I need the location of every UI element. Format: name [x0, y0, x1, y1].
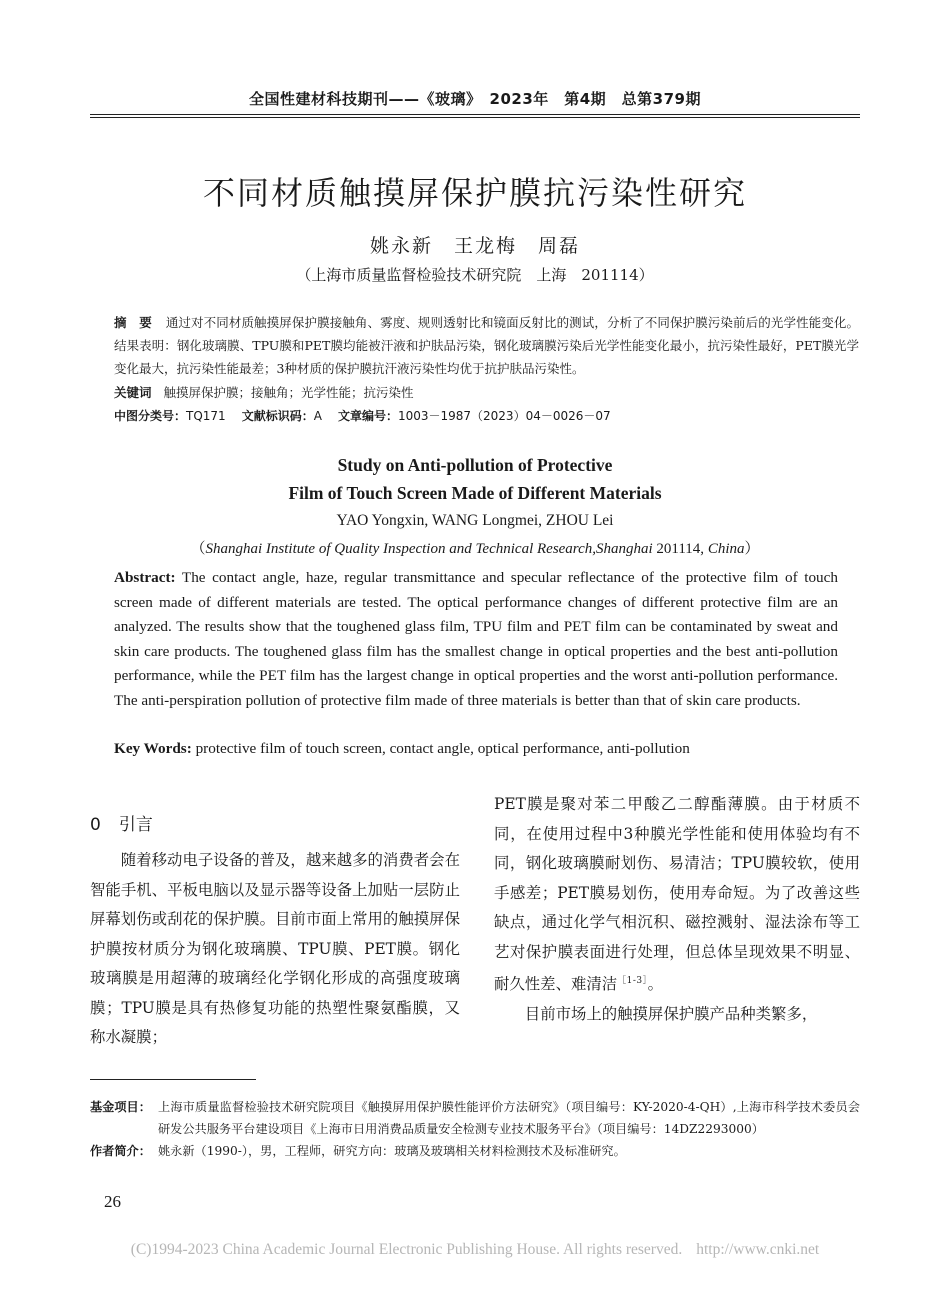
fund-text: 上海市质量监督检验技术研究院项目《触摸屏用保护膜性能评价方法研究》（项目编号：KY-2020-4-QH）,上海市科学技术委员会研发公共服务平台建设项目《上海市日用消费品质量安全检测专业技术服务平台》（项目编号：14DZ2293000）	[158, 1100, 860, 1136]
keywords-zh-label: 关键词	[114, 385, 152, 400]
doc-code-label: 文献标识码：	[241, 409, 314, 423]
copyright-watermark	[0, 1241, 950, 1259]
citation-ref: ［1-3］	[617, 976, 648, 986]
body-column-left	[90, 808, 460, 1053]
affiliation-zh: （上海市质量监督检验技术研究院 上海 201114）	[296, 266, 654, 284]
article-title-en	[90, 451, 860, 507]
footnote-fund	[90, 1096, 860, 1140]
intro-paragraph-1-continued	[494, 790, 860, 1000]
authors-en: YAO Yongxin, WANG Longmei, ZHOU Lei	[336, 512, 614, 529]
footnote-author	[90, 1140, 860, 1162]
author-bio-label: 作者简介：	[90, 1144, 151, 1158]
footnote-rule	[90, 1079, 256, 1080]
classification-line	[114, 405, 859, 428]
fund-label: 基金项目：	[90, 1100, 151, 1114]
abstract-en-label: Abstract:	[114, 569, 176, 586]
article-number-label: 文章编号：	[337, 409, 398, 423]
intro-paragraph-2: 目前市场上的触摸屏保护膜产品种类繁多，	[524, 1004, 818, 1023]
clc-label: 中图分类号：	[114, 409, 187, 423]
abstract-en	[114, 566, 838, 714]
intro-paragraph-1: 随着移动电子设备的普及，越来越多的消费者会在智能手机、平板电脑以及显示器等设备上加贴一层防止屏幕划伤或刮花的保护膜。目前市面上常用的触摸屏保护膜按材质分为钢化玻璃膜、TPU膜、PET膜。钢化玻璃膜是用超薄的玻璃经化学钢化形成的高强度玻璃膜；TPU膜是具有热修复功能的热塑性聚氨酯膜，又称水凝膜；	[90, 851, 460, 1046]
abstract-zh-label: 摘 要	[114, 315, 152, 330]
affiliation-en	[90, 538, 860, 560]
keywords-zh	[114, 381, 859, 404]
keywords-en	[114, 737, 859, 762]
author-bio-text: 姚永新（1990-），男，工程师，研究方向：玻璃及玻璃相关材料检测技术及标准研究。	[158, 1144, 626, 1158]
keywords-en-label: Key Words:	[114, 740, 192, 757]
copyright-url: http://www.cnki.net	[696, 1241, 820, 1258]
title-en-line1: Study on Anti-pollution of Protective	[337, 455, 613, 475]
title-en-line2: Film of Touch Screen Made of Different Materials	[288, 483, 662, 503]
page-number: 26	[104, 1192, 121, 1211]
section-title: 引言	[118, 815, 153, 835]
paren-open: （	[190, 541, 206, 557]
authors-zh: 姚永新 王龙梅 周磊	[369, 235, 580, 257]
doc-code-value: A	[313, 409, 322, 423]
header-rule	[90, 114, 860, 115]
header-rule-thin	[90, 117, 860, 118]
abstract-zh-text: 通过对不同材质触摸屏保护膜接触角、雾度、规则透射比和镜面反射比的测试，分析了不同保护膜污染前后的光学性能变化。结果表明：钢化玻璃膜、TPU膜和PET膜均能被汗液和护肤品污染，钢化玻璃膜污染后光学性能变化最小，抗污染性最好，PET膜光学变化最大，抗污染性能最差；3种材质的保护膜抗汗液污染性均优于抗护肤品污染性。	[114, 315, 859, 376]
paragraph-end-mark: 。	[647, 975, 664, 993]
abstract-en-text: The contact angle, haze, regular transmittance and specular reflectance of the protective film of touch screen made of different materials are tested. The optical performance changes of different protective film are an analyzed. The results show that the toughened glass film, TPU film and PET film can be contaminated by sweat and skin care products. The toughened glass film has the smallest change in optical properties and the best anti-pollution performance, while the PET film has the largest change in optical properties and the worst anti-pollution performance. The anti-perspiration pollution of protective film made of three materials is better than that of skin care products.	[114, 569, 838, 709]
copyright-notice: (C)1994-2023 China Academic Journal Electronic Publishing House. All rights reserved.	[130, 1241, 683, 1258]
keywords-zh-text: 触摸屏保护膜；接触角；光学性能；抗污染性	[163, 385, 414, 400]
clc-value: TQ171	[186, 409, 226, 423]
paren-close: ）	[744, 541, 760, 557]
footnotes	[90, 1096, 860, 1162]
affiliation-en-institute: Shanghai Institute of Quality Inspection and Technical Research,Shanghai	[205, 541, 653, 557]
paragraph-continued-text: PET膜是聚对苯二甲酸乙二醇酯薄膜。由于材质不同，在使用过程中3种膜光学性能和使用体验均有不同，钢化玻璃膜耐划伤、易清洁；TPU膜较软，使用手感差；PET膜易划伤，使用寿命短。为了改善这些缺点，通过化学气相沉积、磁控溅射、湿法涂布等工艺对保护膜表面进行处理，但总体呈现效果不明显、耐久性差、难清洁	[494, 795, 860, 993]
article-title-zh: 不同材质触摸屏保护膜抗污染性研究	[202, 174, 747, 212]
keywords-en-text: protective film of touch screen, contact angle, optical performance, anti-pollution	[191, 740, 690, 757]
abstract-zh	[114, 311, 859, 380]
article-number-value: 1003－1987（2023）04－0026－07	[397, 409, 611, 423]
affiliation-en-postcode: 201114,	[652, 541, 708, 557]
affiliation-en-country: China	[707, 541, 745, 557]
section-heading	[90, 808, 460, 842]
section-number: 0	[90, 815, 101, 835]
running-header: 全国性建材科技期刊——《玻璃》 2023年 第4期 总第379期	[249, 90, 701, 108]
body-column-right	[494, 790, 860, 1029]
